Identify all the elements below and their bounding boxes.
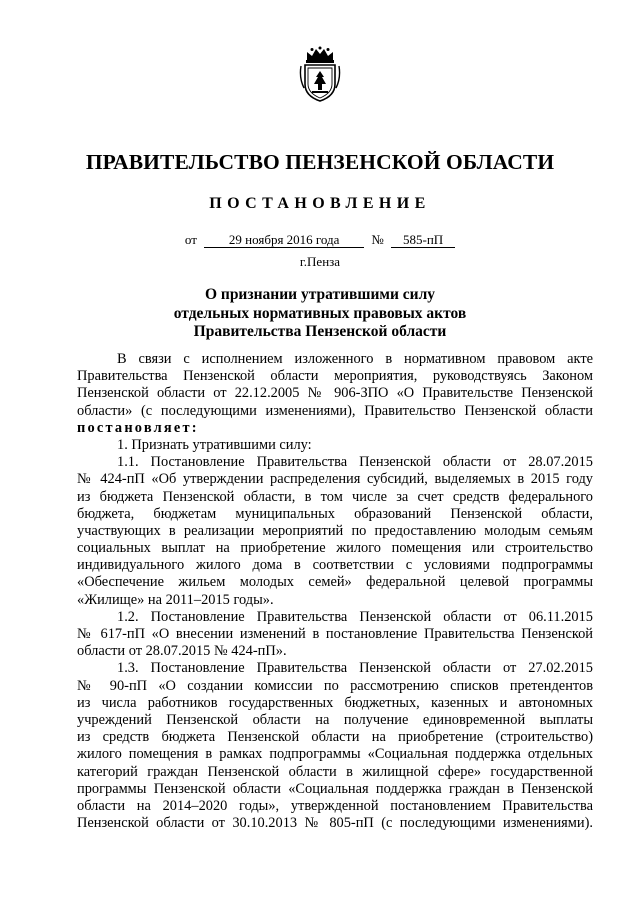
document-number: 585-пП [391,233,455,248]
body-text-line: программы Пензенской области «Социальная поддержка граждан в Пензенской [77,780,593,797]
body-text-line: из числа работников государственных бюджетных, казенных и автономных [77,694,593,711]
body-text-line: из средств бюджета Пензенской области на приобретение (строительство) [77,729,593,746]
body-text-line: индивидуального жилого дома в соответствии с условиями подпрограммы [77,557,593,574]
body-text-line: № 617-пП «О внесении изменений в постановление Правительства Пензенской [77,626,593,642]
date-prefix: от [184,232,197,247]
body-text-line: № 90-пП «О создании комиссии по рассмотрению списков претендентов [77,677,593,694]
body-text-line: Правительства Пензенской области мероприятия, руководствуясь Законом [77,368,593,385]
body-text-line: № 424-пП «Об утверждении распределения субсидий, выделяемых в 2015 году [77,471,593,488]
organization-title: ПРАВИТЕЛЬСТВО ПЕНЗЕНСКОЙ ОБЛАСТИ [85,150,555,174]
number-label: № [371,232,384,247]
decision-keyword: постановляет: [77,419,199,436]
date-number-line [0,232,640,248]
body-text-line: Пензенской области от 22.12.2005 № 906-ЗПО «О Правительстве Пензенской [77,385,593,402]
body-text-line: В связи с исполнением изложенного в нормативном правовом акте [117,351,593,367]
body-text-line: из бюджета Пензенской области, в том числе за счет средств федерального [77,488,593,505]
body-text-line: «Жилище» на 2011–2015 годы». [77,591,274,608]
body-text-line: области» (с последующими изменениями), Правительство Пензенской области [77,402,593,419]
body-text-line: учреждений Пензенской области на получение единовременной выплаты [77,711,593,728]
body-text-line: 1. Признать утратившими силу: [117,436,312,453]
heading-line: Правительства Пензенской области [193,323,447,340]
document-heading [0,286,640,342]
heading-line: отдельных нормативных правовых актов [173,304,467,322]
body-text-line: 1.3. Постановление Правительства Пензенской области от 27.02.2015 [117,660,593,677]
body-text-line: области на 2014–2020 годы», утвержденной постановлением Правительства [77,797,593,814]
body-text-line: социальных выплат на приобретение жилого помещения или строительство [77,540,593,557]
document-type: ПОСТАНОВЛЕНИЕ [209,195,431,212]
document-date: 29 ноября 2016 года [204,233,364,248]
body-text-line: области от 28.07.2015 № 424-пП». [77,643,287,660]
body-text-line: Пензенской области от 30.10.2013 № 805-пП (с последующими изменениями). [77,815,593,832]
body-text-line: бюджета, бюджетам муниципальных образований Пензенской области, [77,505,593,522]
body-text-line: 1.2. Постановление Правительства Пензенской области от 06.11.2015 [117,608,593,625]
body-text-line: «Обеспечение жильем молодых семей» федеральной целевой программы [77,574,593,591]
heading-line: О признании утратившими силу [204,286,436,303]
body-text-line: категорий граждан Пензенской области в жилищной сфере» государственной [77,763,593,780]
coat-of-arms-icon [299,46,341,102]
body-text-line: жилого помещения в рамках подпрограммы «Социальная поддержка отдельных [77,746,593,763]
document-city: г.Пенза [299,254,341,269]
body-text-line: 1.1. Постановление Правительства Пензенской области от 28.07.2015 [117,454,593,471]
document-body [77,351,593,832]
body-text-line: участвующих в реализации мероприятий по предоставлению молодым семьям [77,522,593,539]
